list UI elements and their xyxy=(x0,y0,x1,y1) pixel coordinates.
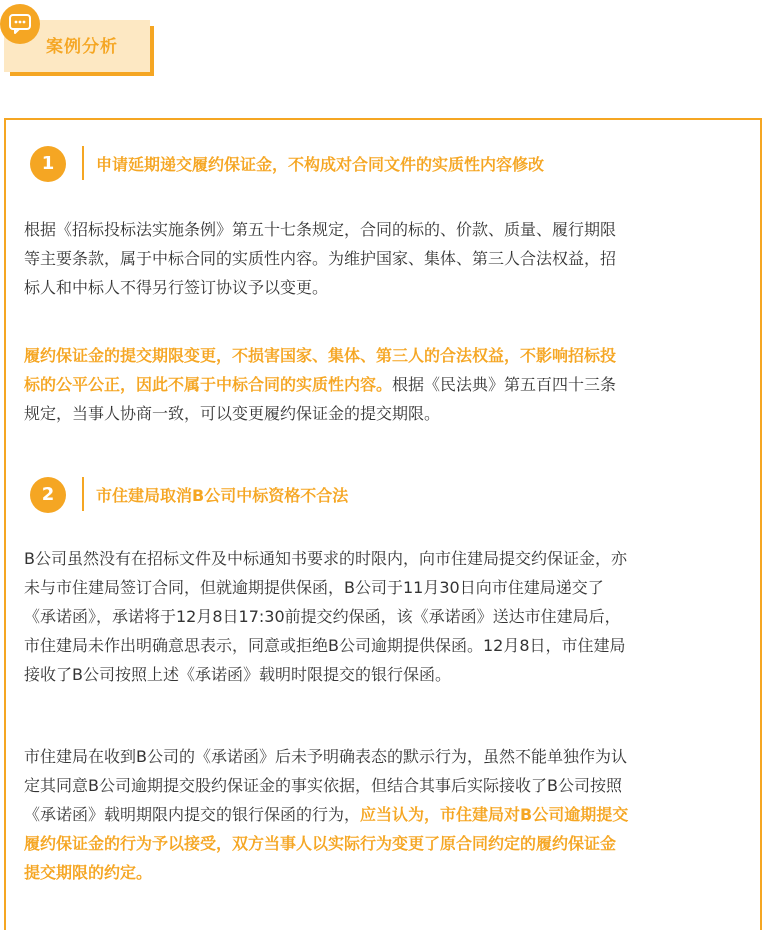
text-line xyxy=(24,273,746,302)
text-line xyxy=(24,341,746,370)
body-text: 根据《招标投标法实施条例》第五十七条规定，合同的标的、价款、质量、履行期限 xyxy=(24,220,617,239)
highlighted-text: 提交期限的约定。 xyxy=(24,863,153,882)
highlighted-text: 履约保证金的行为予以接受，双方当事人以实际行为变更了原合同约定的履约保证金 xyxy=(24,834,617,853)
section-number-badge: 1 xyxy=(30,146,66,182)
text-line xyxy=(24,800,746,829)
header-badge-edge xyxy=(150,26,154,76)
page-title: 案例分析 xyxy=(46,37,118,57)
header-badge-underline xyxy=(10,72,154,76)
text-line xyxy=(24,631,746,660)
body-text: 未与市住建局签订合同，但就逾期提供保函，B公司于11月30日向市住建局递交了 xyxy=(24,578,604,597)
section-number-badge: 2 xyxy=(30,477,66,513)
body-text: 根据《民法典》第五百四十三条 xyxy=(392,375,617,394)
body-text: B公司虽然没有在招标文件及中标通知书要求的时限内，向市住建局提交约保证金，亦 xyxy=(24,549,627,568)
chat-bubble-icon xyxy=(0,4,40,44)
text-line xyxy=(24,215,746,244)
highlighted-text: 标的公平公正，因此不属于中标合同的实质性内容。 xyxy=(24,375,393,394)
body-text: 规定，当事人协商一致，可以变更履约保证金的提交期限。 xyxy=(24,404,441,423)
text-line xyxy=(24,573,746,602)
body-text: 市住建局未作出明确意思表示，同意或拒绝B公司逾期提供保函。12月8日，市住建局 xyxy=(24,636,626,655)
text-line xyxy=(24,602,746,631)
text-line xyxy=(24,544,746,573)
paragraph xyxy=(24,544,746,689)
paragraph xyxy=(24,742,746,887)
text-line xyxy=(24,858,746,887)
text-line xyxy=(24,399,746,428)
section-title: 市住建局取消B公司中标资格不合法 xyxy=(96,486,349,505)
paragraph xyxy=(24,215,746,302)
body-text: 标人和中标人不得另行签订协议予以变更。 xyxy=(24,278,329,297)
section-divider xyxy=(82,146,84,180)
body-text: 《承诺函》载明期限内提交的银行保函的行为， xyxy=(24,805,361,824)
body-text: 接收了B公司按照上述《承诺函》载明时限提交的银行保函。 xyxy=(24,665,451,684)
highlighted-text: 应当认为，市住建局对B公司逾期提交 xyxy=(360,805,629,824)
body-text: 等主要条款，属于中标合同的实质性内容。为维护国家、集体、第三人合法权益，招 xyxy=(24,249,617,268)
body-text: 市住建局在收到B公司的《承诺函》后未予明确表态的默示行为，虽然不能单独作为认 xyxy=(24,747,627,766)
text-line xyxy=(24,771,746,800)
body-text: 《承诺函》，承诺将于12月8日17:30前提交约保函，该《承诺函》送达市住建局后， xyxy=(24,607,621,626)
section-divider xyxy=(82,477,84,511)
text-line xyxy=(24,742,746,771)
section-title: 申请延期递交履约保证金，不构成对合同文件的实质性内容修改 xyxy=(96,155,545,174)
text-line xyxy=(24,244,746,273)
text-line xyxy=(24,370,746,399)
paragraph xyxy=(24,341,746,428)
body-text: 定其同意B公司逾期提交股约保证金的事实依据，但结合其事后实际接收了B公司按照 xyxy=(24,776,622,795)
highlighted-text: 履约保证金的提交期限变更，不损害国家、集体、第三人的合法权益，不影响招标投 xyxy=(24,346,617,365)
text-line xyxy=(24,660,746,689)
text-line xyxy=(24,829,746,858)
